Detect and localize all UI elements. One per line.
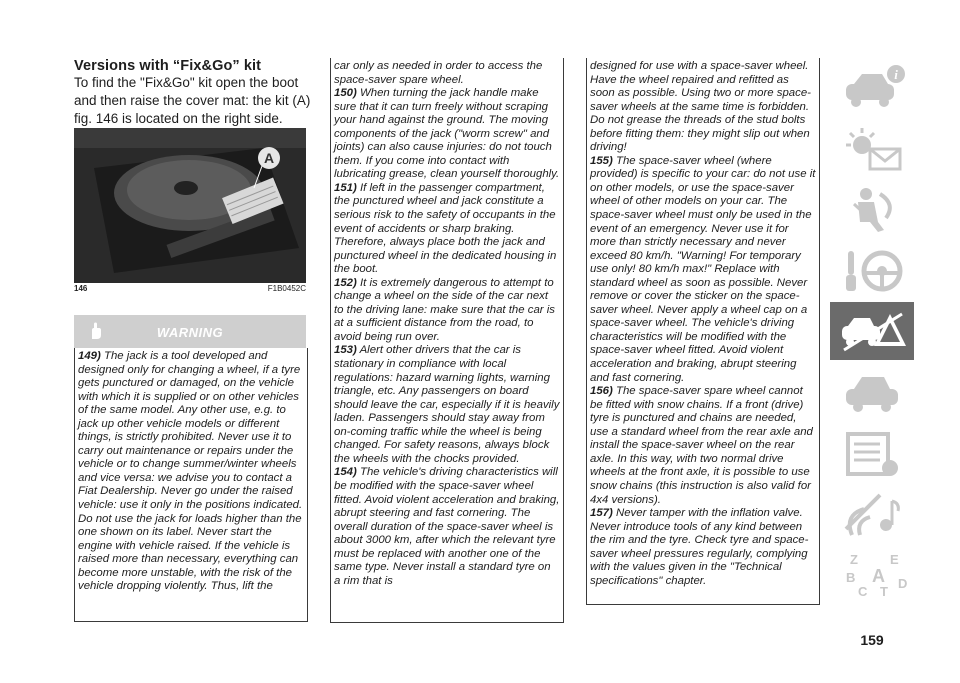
- section-heading: Versions with “Fix&Go” kit: [74, 58, 262, 74]
- car-maintenance-icon: [840, 367, 908, 417]
- warning-note: [334, 344, 560, 466]
- warning-lights-icon: [840, 123, 908, 173]
- note-number: 150): [334, 87, 357, 100]
- note-number: 155): [590, 154, 613, 167]
- warning-box-column-2: [330, 58, 564, 623]
- note-number: 156): [590, 385, 613, 398]
- note-number: 151): [334, 181, 357, 194]
- note-text: When turning the jack handle make sure that it can turn freely without scraping your hand against the ground. The moving components of the jack ("worm screw" and joints) can also cause injuries: do not touch them. If you come into contact with lubricating grease, clean yourself thoroughly.: [334, 87, 560, 181]
- note-number: 149): [78, 350, 101, 362]
- sidebar-tab-car-maintenance[interactable]: [830, 363, 914, 424]
- note-text: The jack is a tool developed and designed only for changing a wheel, if a tyre gets punctured or damaged, on the vehicle with which it is supplied or on other vehicles of the same model. Any other use, e.g. to jack up other vehicle models or different things, is strictly prohibited. Never use it to carry out maintenance or repairs under the vehicle or to change summer/winter wheels and vice versa: we advise you to contact a Fiat Dealership. Never go under the raised vehicle: use it only in the positions indicated. Do not use the jack for loads higher than the one shown on its label. Never start the engine with vehicle raised. If the vehicle is raised more than necessary, everything can become more unstable, with the risk of the vehicle dropping violently. Thus, lift the: [78, 350, 303, 593]
- sidebar-tab-alphabetical-index[interactable]: [830, 546, 914, 607]
- warning-note: [590, 155, 816, 385]
- warning-box-column-3: [586, 58, 820, 605]
- warning-note: [78, 350, 304, 594]
- sidebar-tab-airbag-safety[interactable]: [830, 180, 914, 241]
- warning-note: [334, 182, 560, 277]
- multimedia-icon: [840, 489, 908, 539]
- sidebar-tab-car-info[interactable]: [830, 58, 914, 119]
- note-number: 157): [590, 507, 613, 520]
- index-letter: B: [846, 570, 856, 585]
- note-text: The space-saver wheel (where provided) is specific to your car: do not use it on other models, or use the space-saver wheel of other models on your car. The space-saver wheel must only be used in the event of an emergency. Never use it for more than strictly necessary and never exceed 80 km/h. "Warning! For temporary use only! 80 km/h max!" Replace with standard wheel as soon as possible. Never remove or cover the sticker on the space-saver wheel. Never apply a wheel cap on a space-saver wheel. The vehicle's driving characteristics will be modified with the space-saver wheel fitted. Avoid violent acceleration and braking, abrupt steering and fast cornering.: [590, 154, 816, 384]
- warning-box-column-1: [74, 348, 308, 622]
- index-letter: T: [880, 584, 888, 599]
- note-text: If left in the passenger compartment, the punctured wheel and jack constitute a serious risk to the safety of occupants in the event of accidents or sharp braking. Therefore, always place both the jack and punctured wheel in the dedicated housing in the boot.: [334, 181, 557, 276]
- chapter-sidebar: [830, 58, 914, 607]
- note-number: 153): [334, 344, 357, 357]
- figure-code: F1B0452C: [267, 284, 306, 293]
- emergency-triangle-icon: [840, 306, 908, 356]
- warning-note: [334, 87, 560, 182]
- sidebar-tab-multimedia[interactable]: [830, 485, 914, 546]
- note-number: 154): [334, 466, 357, 479]
- column2-lead-text: car only as needed in order to access the space-saver spare wheel.: [334, 60, 543, 86]
- figure-number: 146: [74, 284, 88, 293]
- figure-146-boot-photo: [74, 128, 306, 283]
- page-number: 159: [860, 632, 884, 648]
- sidebar-tab-steering-key[interactable]: [830, 241, 914, 302]
- steering-key-icon: [840, 245, 908, 295]
- note-text: Alert other drivers that the car is stationary in compliance with local regulations: hazard warning lights, warning triangle, etc. Any passengers on board should leave the car, especially if it is heavily laden. Passengers should stay away from on-coming traffic while the wheel is being changed. For safety reasons, always block the wheels with the chocks provided.: [334, 344, 560, 465]
- warning-note: [334, 277, 560, 345]
- warning-header: [74, 315, 306, 348]
- index-letter: A: [872, 566, 885, 586]
- column3-lead-text: designed for use with a space-saver wheel. Have the wheel repaired and refitted as soon as possible. Using two or more space-saver wheels at the same time is forbidden. Do not grease the threads of the stud bolts before fitting them: they might slip out when driving!: [590, 60, 811, 154]
- technical-data-icon: [840, 428, 908, 478]
- note-text: It is extremely dangerous to attempt to change a wheel on the side of the car next to the driving lane: make sure that the car is at a sufficient distance from the road, to avoid being run over.: [334, 276, 555, 343]
- warning-note: [590, 385, 816, 507]
- index-letter: C: [858, 584, 868, 599]
- car-info-icon: [840, 62, 908, 112]
- svg-text:i: i: [894, 67, 898, 82]
- alphabetical-index-icon: [840, 550, 908, 600]
- note-number: 152): [334, 276, 357, 289]
- sidebar-tab-technical-data[interactable]: [830, 424, 914, 485]
- sidebar-tab-emergency-triangle[interactable]: [830, 302, 914, 363]
- index-letter: D: [898, 576, 908, 591]
- index-letter: E: [890, 552, 899, 567]
- intro-paragraph: To find the "Fix&Go" kit open the boot and then raise the cover mat: the kit (A) fig. 146 is located on the right side.: [74, 75, 311, 126]
- airbag-safety-icon: [840, 184, 908, 234]
- note-text: Never tamper with the inflation valve. Never introduce tools of any kind between the rim and the tyre. Check tyre and space-saver wheel pressures regularly, complying with the values given in the "Technical specifications" chapter.: [590, 507, 809, 587]
- warning-label: WARNING: [156, 325, 224, 340]
- boot-kit-illustration: [74, 128, 306, 283]
- index-letter: Z: [850, 552, 858, 567]
- note-text: The space-saver spare wheel cannot be fitted with snow chains. If a front (drive) tyre is punctured and chains are needed, use a standard wheel from the rear axle and install the space-saver wheel on the rear axle. In this way, with two normal drive wheels at the front axle, it is possible to use snow chains (this instruction is also valid for 4x4 versions).: [590, 385, 813, 506]
- figure-marker-a: A: [263, 150, 275, 166]
- warning-note: [590, 507, 816, 588]
- sidebar-tab-warning-lights[interactable]: [830, 119, 914, 180]
- note-text: The vehicle's driving characteristics will be modified with the space-saver wheel fitted. Avoid violent acceleration and braking, abrupt steering and fast cornering. The overall duration of the space-saver wheel is about 3000 km, after which the relevant tyre must be replaced with another one of the same type. Never install a standard tyre on a rim that is: [334, 466, 560, 587]
- warning-note: [334, 466, 560, 588]
